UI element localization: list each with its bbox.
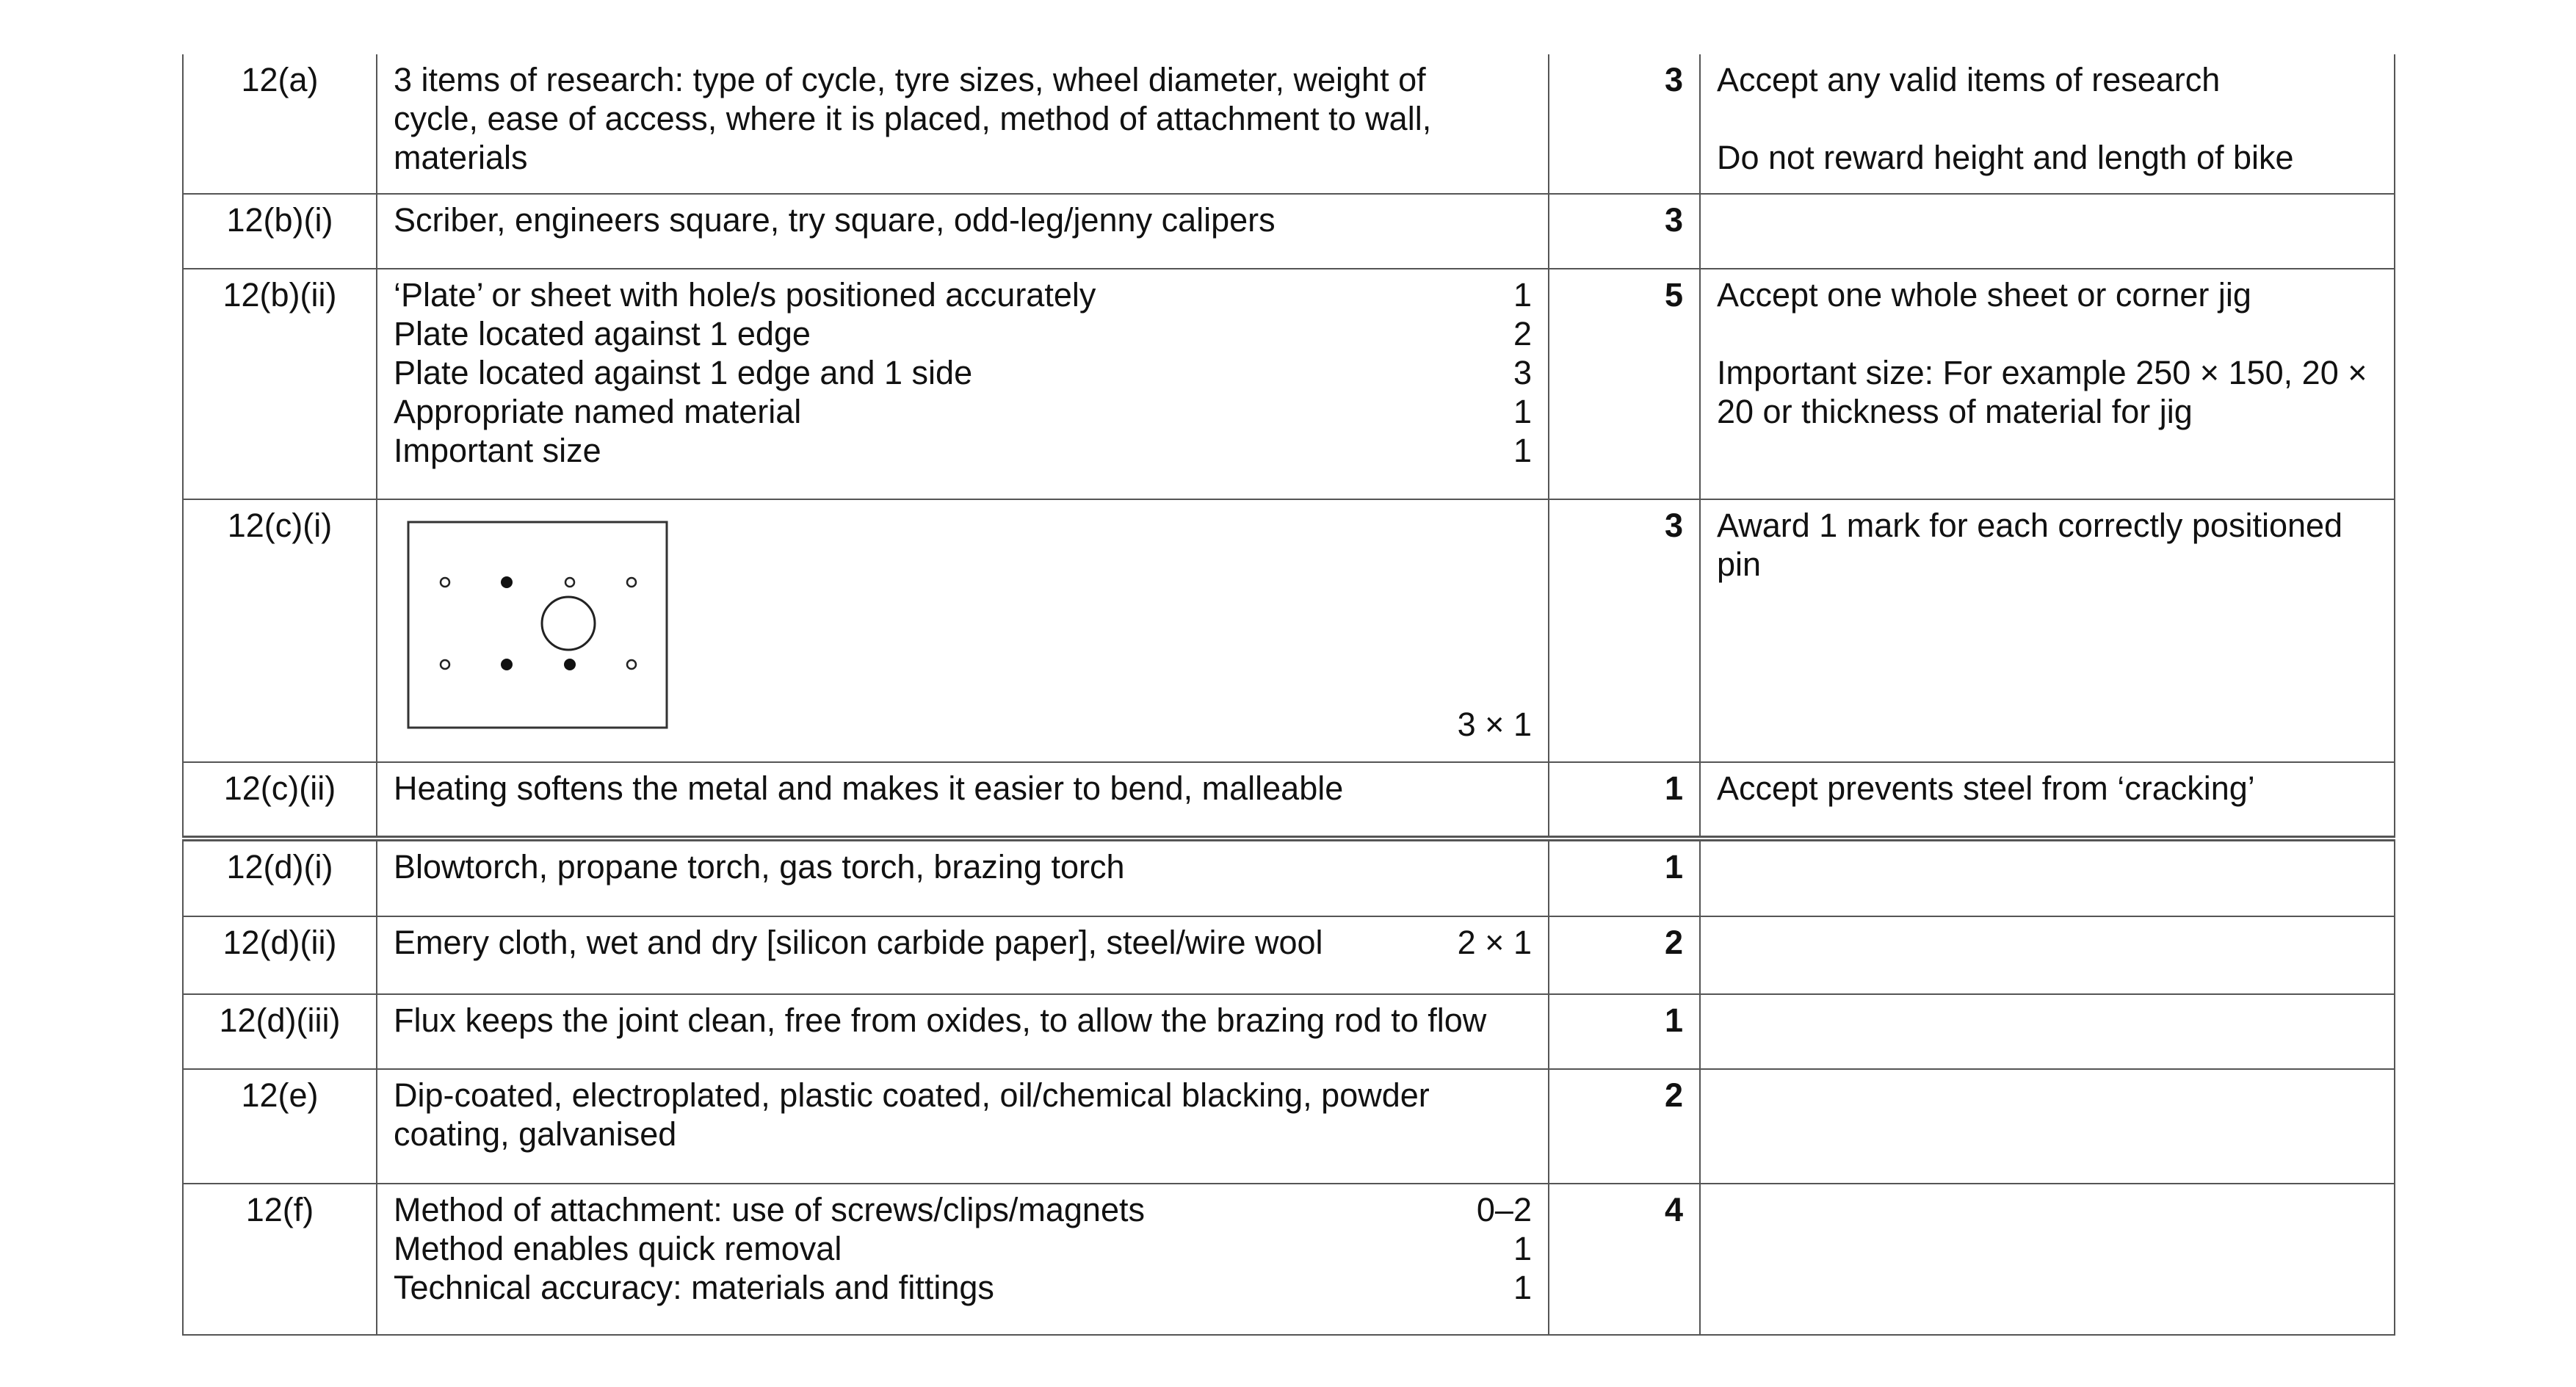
open-hole-icon <box>627 660 636 669</box>
table-row <box>183 916 2395 994</box>
marks-value: 3 <box>1664 201 1683 239</box>
answer-line-text: Appropriate named material <box>394 393 802 430</box>
marks-value: 1 <box>1664 769 1683 807</box>
guidance-text: Important size: For example 250 × 150, 20 × 20 or thickness of material for jig <box>1717 354 2367 430</box>
open-hole-icon <box>441 578 449 587</box>
question-number-cell <box>183 499 377 762</box>
question-number-cell <box>183 839 377 916</box>
guidance-cell <box>1700 916 2395 994</box>
marks-cell <box>1549 994 1700 1069</box>
guidance-cell <box>1700 269 2395 499</box>
answer-line <box>394 1229 1532 1268</box>
question-number-cell <box>183 269 377 499</box>
question-number: 12(b)(ii) <box>222 276 337 314</box>
pin-filled-icon <box>564 659 576 670</box>
answer-cell <box>377 1069 1549 1184</box>
question-number-cell <box>183 916 377 994</box>
mark-scheme-table <box>182 54 2395 1336</box>
marks-cell <box>1549 1069 1700 1184</box>
answer-line <box>394 353 1532 392</box>
guidance-cell <box>1700 1184 2395 1335</box>
marks-value: 1 <box>1664 848 1683 886</box>
open-hole-icon <box>565 578 574 587</box>
answer-cell <box>377 54 1549 194</box>
pin-filled-icon <box>501 576 513 588</box>
question-number: 12(e) <box>241 1076 319 1114</box>
answer-line-text: Method of attachment: use of screws/clips/magnets <box>394 1191 1145 1228</box>
answer-text: Scriber, engineers square, try square, odd-leg/jenny calipers <box>394 201 1276 239</box>
answer-line-mark: 2 <box>1513 315 1532 352</box>
open-hole-icon <box>441 660 449 669</box>
question-number-cell <box>183 762 377 839</box>
marks-cell <box>1549 762 1700 839</box>
marks-cell <box>1549 269 1700 499</box>
answer-line <box>394 1268 1532 1307</box>
table-row <box>183 269 2395 499</box>
answer-cell <box>377 994 1549 1069</box>
table-row <box>183 994 2395 1069</box>
marks-cell <box>1549 839 1700 916</box>
question-number: 12(a) <box>241 61 319 98</box>
answer-cell <box>377 839 1549 916</box>
answer-text: Flux keeps the joint clean, free from oxides, to allow the brazing rod to flow <box>394 1002 1487 1039</box>
answer-cell <box>377 916 1549 994</box>
table-row <box>183 1069 2395 1184</box>
answer-cell <box>377 269 1549 499</box>
answer-line-text: Plate located against 1 edge <box>394 315 811 352</box>
guidance-text: Accept any valid items of research <box>1717 61 2221 98</box>
guidance-text: Accept prevents steel from ‘cracking’ <box>1717 769 2255 807</box>
answer-line-text: Plate located against 1 edge and 1 side <box>394 354 973 391</box>
answer-mark-value: 2 × 1 <box>1457 924 1532 961</box>
guidance-cell <box>1700 762 2395 839</box>
answer-text: 3 items of research: type of cycle, tyre sizes, wheel diameter, weight of cycle, ease of access, where it is placed, method of attachment to wall, materials <box>394 61 1432 176</box>
table-row <box>183 839 2395 916</box>
answer-text: Emery cloth, wet and dry [silicon carbide paper], steel/wire wool <box>394 924 1323 961</box>
marks-cell <box>1549 916 1700 994</box>
question-number: 12(d)(ii) <box>222 924 337 961</box>
answer-line <box>394 275 1532 314</box>
answer-line-text: ‘Plate’ or sheet with hole/s positioned accurately <box>394 276 1096 314</box>
answer-line <box>394 431 1532 470</box>
guidance-text: Accept one whole sheet or corner jig <box>1717 276 2251 314</box>
guidance-cell <box>1700 499 2395 762</box>
marks-value: 4 <box>1664 1191 1683 1228</box>
marks-cell <box>1549 1184 1700 1335</box>
answer-cell <box>377 1184 1549 1335</box>
jig-plate-diagram <box>407 521 671 734</box>
question-number-cell <box>183 1069 377 1184</box>
answer-cell <box>377 194 1549 269</box>
answer-line <box>394 314 1532 353</box>
marks-cell <box>1549 54 1700 194</box>
answer-line-text: Important size <box>394 432 601 469</box>
guidance-cell <box>1700 1069 2395 1184</box>
pin-filled-icon <box>501 659 513 670</box>
guidance-text: Award 1 mark for each correctly positioned pin <box>1717 507 2343 583</box>
question-number: 12(c)(ii) <box>223 769 336 807</box>
table-row <box>183 499 2395 762</box>
table-row <box>183 54 2395 194</box>
answer-cell <box>377 762 1549 839</box>
answer-text: Dip-coated, electroplated, plastic coated, oil/chemical blacking, powder coating, galvanised <box>394 1076 1430 1153</box>
guidance-cell <box>1700 994 2395 1069</box>
answer-line-mark: 1 <box>1513 393 1532 430</box>
table-row <box>183 1184 2395 1335</box>
answer-cell <box>377 499 1549 762</box>
question-number: 12(c)(i) <box>227 507 333 544</box>
answer-line-mark: 1 <box>1513 1230 1532 1267</box>
marks-value: 3 <box>1664 507 1683 544</box>
marks-value: 5 <box>1664 276 1683 314</box>
answer-line <box>394 392 1532 431</box>
answer-line <box>394 1190 1532 1229</box>
guidance-cell <box>1700 194 2395 269</box>
jig-plate-outline <box>408 522 667 728</box>
table-row <box>183 762 2395 839</box>
answer-line-text: Method enables quick removal <box>394 1230 842 1267</box>
open-hole-icon <box>627 578 636 587</box>
answer-line-mark: 0–2 <box>1476 1191 1532 1228</box>
table-row <box>183 194 2395 269</box>
question-number-cell <box>183 54 377 194</box>
answer-line-text: Technical accuracy: materials and fittings <box>394 1269 994 1306</box>
answer-line-mark: 1 <box>1513 276 1532 314</box>
question-number: 12(f) <box>245 1191 314 1228</box>
answer-mark-value: 3 × 1 <box>1457 706 1532 743</box>
marks-cell <box>1549 194 1700 269</box>
question-number: 12(d)(i) <box>226 848 333 886</box>
answer-line-mark: 1 <box>1513 432 1532 469</box>
marks-value: 2 <box>1664 924 1683 961</box>
answer-line-mark: 3 <box>1513 354 1532 391</box>
question-number-cell <box>183 1184 377 1335</box>
question-number-cell <box>183 994 377 1069</box>
answer-line-mark: 1 <box>1513 1269 1532 1306</box>
guidance-cell <box>1700 54 2395 194</box>
question-number-cell <box>183 194 377 269</box>
guidance-cell <box>1700 839 2395 916</box>
center-hole-icon <box>542 597 595 650</box>
answer-text: Blowtorch, propane torch, gas torch, brazing torch <box>394 848 1125 886</box>
answer-text: Heating softens the metal and makes it easier to bend, malleable <box>394 769 1344 807</box>
guidance-text: Do not reward height and length of bike <box>1717 139 2294 176</box>
question-number: 12(b)(i) <box>226 201 333 239</box>
marks-cell <box>1549 499 1700 762</box>
question-number: 12(d)(iii) <box>219 1002 341 1039</box>
marks-value: 2 <box>1664 1076 1683 1114</box>
marks-value: 3 <box>1664 61 1683 98</box>
marks-value: 1 <box>1664 1002 1683 1039</box>
